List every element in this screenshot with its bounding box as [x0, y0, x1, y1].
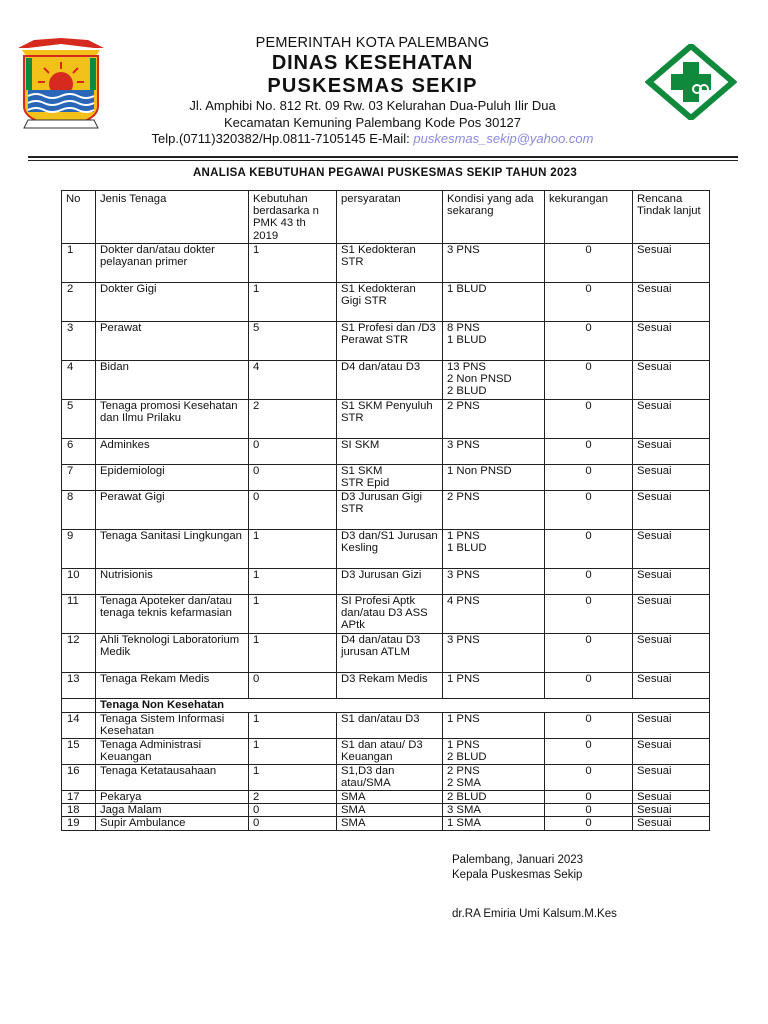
- cell-keb: 0: [249, 465, 337, 491]
- cell-jenis: Tenaga Rekam Medis: [96, 673, 249, 699]
- cell-rencana: Sesuai: [633, 283, 710, 322]
- cell-kondisi: 1 PNS 2 BLUD: [443, 739, 545, 765]
- cell-no: 10: [62, 569, 96, 595]
- cell-kurang: 0: [545, 530, 633, 569]
- cell-no: 4: [62, 361, 96, 400]
- cell-no: 19: [62, 817, 96, 830]
- table-row: [62, 569, 710, 595]
- cell-jenis: Dokter Gigi: [96, 283, 249, 322]
- cell-kurang: 0: [545, 791, 633, 804]
- email-link[interactable]: puskesmas_sekip@yahoo.com: [413, 131, 594, 146]
- cell-syarat: S1 SKM Penyuluh STR: [337, 400, 443, 439]
- cell-syarat: S1 Kedokteran Gigi STR: [337, 283, 443, 322]
- cell-no: 18: [62, 804, 96, 817]
- table-row: [62, 713, 710, 739]
- cell-kondisi: 1 BLUD: [443, 283, 545, 322]
- cell-kurang: 0: [545, 634, 633, 673]
- table-row: [62, 283, 710, 322]
- cell-keb: 1: [249, 634, 337, 673]
- table-row: [62, 400, 710, 439]
- table-row: [62, 244, 710, 283]
- cell-rencana: Sesuai: [633, 530, 710, 569]
- cell-kurang: 0: [545, 400, 633, 439]
- cell-jenis: Jaga Malam: [96, 804, 249, 817]
- table-row: [62, 791, 710, 804]
- document-title: ANALISA KEBUTUHAN PEGAWAI PUSKESMAS SEKIP TAHUN 2023: [192, 167, 578, 179]
- cell-no: 12: [62, 634, 96, 673]
- cell-jenis: Perawat: [96, 322, 249, 361]
- cell-keb: 0: [249, 491, 337, 530]
- cell-jenis: Nutrisionis: [96, 569, 249, 595]
- header-kekurangan: kekurangan: [545, 191, 633, 244]
- cell-keb: 0: [249, 439, 337, 465]
- cell-keb: 1: [249, 713, 337, 739]
- cell-kondisi: 1 PNS: [443, 673, 545, 699]
- signature-position: Kepala Puskesmas Sekip: [452, 869, 583, 881]
- cell-jenis: Supir Ambulance: [96, 817, 249, 830]
- cell-rencana: Sesuai: [633, 673, 710, 699]
- signature-block: [452, 853, 583, 883]
- header-rencana: Rencana Tindak lanjut: [633, 191, 710, 244]
- section-row: [62, 699, 710, 713]
- cell-keb: 1: [249, 530, 337, 569]
- cell-jenis: Pekarya: [96, 791, 249, 804]
- cell-rencana: Sesuai: [633, 465, 710, 491]
- cell-syarat: SMA: [337, 817, 443, 830]
- staffing-table: [61, 190, 710, 831]
- table-row: [62, 530, 710, 569]
- cell-rencana: Sesuai: [633, 634, 710, 673]
- contact-line: [110, 131, 635, 148]
- cell-kondisi: 13 PNS 2 Non PNSD 2 BLUD: [443, 361, 545, 400]
- cell-syarat: S1 Kedokteran STR: [337, 244, 443, 283]
- cell-keb: 0: [249, 673, 337, 699]
- cell-kurang: 0: [545, 713, 633, 739]
- cell-kondisi: 3 PNS: [443, 634, 545, 673]
- cell-syarat: D3 dan/S1 Jurusan Kesling: [337, 530, 443, 569]
- cell-syarat: SMA: [337, 791, 443, 804]
- cell-keb: 2: [249, 400, 337, 439]
- cell-kurang: 0: [545, 491, 633, 530]
- cell-syarat: D4 dan/atau D3 jurusan ATLM: [337, 634, 443, 673]
- header-persyaratan: persyaratan: [337, 191, 443, 244]
- cell-keb: 1: [249, 739, 337, 765]
- cell-keb: 0: [249, 817, 337, 830]
- cell-kondisi: 3 PNS: [443, 244, 545, 283]
- section-no-cell: [62, 699, 96, 713]
- cell-rencana: Sesuai: [633, 361, 710, 400]
- cell-syarat: D4 dan/atau D3: [337, 361, 443, 400]
- table-row: [62, 439, 710, 465]
- cell-jenis: Tenaga Sistem Informasi Kesehatan: [96, 713, 249, 739]
- cell-jenis: Epidemiologi: [96, 465, 249, 491]
- cell-rencana: Sesuai: [633, 491, 710, 530]
- cell-rencana: Sesuai: [633, 765, 710, 791]
- cell-kondisi: 2 BLUD: [443, 791, 545, 804]
- cell-kondisi: 2 PNS: [443, 400, 545, 439]
- cell-keb: 4: [249, 361, 337, 400]
- table-row: [62, 465, 710, 491]
- address-line-1: Jl. Amphibi No. 812 Rt. 09 Rw. 03 Kelurahan Dua-Puluh Ilir Dua: [189, 98, 556, 113]
- cell-kondisi: 3 PNS: [443, 569, 545, 595]
- cell-rencana: Sesuai: [633, 244, 710, 283]
- cell-rencana: Sesuai: [633, 804, 710, 817]
- cell-kondisi: 3 PNS: [443, 439, 545, 465]
- cell-no: 13: [62, 673, 96, 699]
- phone-text: Telp.(0711)320382/Hp.0811-7105145 E-Mail:: [151, 131, 414, 146]
- cell-jenis: Tenaga Apoteker dan/atau tenaga teknis kefarmasian: [96, 595, 249, 634]
- header-jenis-tenaga: Jenis Tenaga: [96, 191, 249, 244]
- puskesmas-logo: [645, 44, 737, 120]
- cell-rencana: Sesuai: [633, 400, 710, 439]
- cell-no: 16: [62, 765, 96, 791]
- cell-rencana: Sesuai: [633, 817, 710, 830]
- header-kebutuhan: Kebutuhan berdasarka n PMK 43 th 2019: [249, 191, 337, 244]
- cell-kurang: 0: [545, 765, 633, 791]
- cell-keb: 1: [249, 765, 337, 791]
- table-row: [62, 817, 710, 830]
- table-row: [62, 595, 710, 634]
- cell-jenis: Dokter dan/atau dokter pelayanan primer: [96, 244, 249, 283]
- cell-keb: 1: [249, 244, 337, 283]
- cell-kurang: 0: [545, 569, 633, 595]
- cell-syarat: D3 Jurusan Gizi: [337, 569, 443, 595]
- cell-kurang: 0: [545, 244, 633, 283]
- cell-syarat: S1 Profesi dan /D3 Perawat STR: [337, 322, 443, 361]
- palembang-city-logo: [14, 36, 108, 134]
- department-name: DINAS KESEHATAN: [271, 52, 474, 74]
- cell-rencana: Sesuai: [633, 739, 710, 765]
- cell-jenis: Tenaga Administrasi Keuangan: [96, 739, 249, 765]
- cell-jenis: Perawat Gigi: [96, 491, 249, 530]
- cell-keb: 1: [249, 569, 337, 595]
- cell-kurang: 0: [545, 817, 633, 830]
- cell-jenis: Tenaga promosi Kesehatan dan Ilmu Prilaku: [96, 400, 249, 439]
- cell-kondisi: 3 SMA: [443, 804, 545, 817]
- cell-kurang: 0: [545, 361, 633, 400]
- table-row: [62, 322, 710, 361]
- cell-rencana: Sesuai: [633, 569, 710, 595]
- cell-kurang: 0: [545, 595, 633, 634]
- address-line-2: Kecamatan Kemuning Palembang Kode Pos 30127: [223, 114, 522, 130]
- cell-rencana: Sesuai: [633, 713, 710, 739]
- cell-syarat: S1 dan/atau D3: [337, 713, 443, 739]
- cell-jenis: Adminkes: [96, 439, 249, 465]
- cell-no: 2: [62, 283, 96, 322]
- section-label: Tenaga Non Kesehatan: [96, 699, 710, 713]
- table-row: [62, 804, 710, 817]
- table-row: [62, 673, 710, 699]
- cell-kurang: 0: [545, 465, 633, 491]
- cell-syarat: S1 dan atau/ D3 Keuangan: [337, 739, 443, 765]
- cell-kondisi: 4 PNS: [443, 595, 545, 634]
- cell-no: 14: [62, 713, 96, 739]
- cell-no: 3: [62, 322, 96, 361]
- cell-no: 17: [62, 791, 96, 804]
- cell-rencana: Sesuai: [633, 791, 710, 804]
- cell-no: 5: [62, 400, 96, 439]
- cell-jenis: Bidan: [96, 361, 249, 400]
- cell-kondisi: 1 PNS: [443, 713, 545, 739]
- cell-rencana: Sesuai: [633, 322, 710, 361]
- organization-name: PUSKESMAS SEKIP: [267, 75, 478, 97]
- cell-syarat: D3 Jurusan Gigi STR: [337, 491, 443, 530]
- cell-kondisi: 2 PNS 2 SMA: [443, 765, 545, 791]
- cell-jenis: Tenaga Sanitasi Lingkungan: [96, 530, 249, 569]
- cell-no: 7: [62, 465, 96, 491]
- cell-keb: 0: [249, 804, 337, 817]
- cell-kondisi: 8 PNS 1 BLUD: [443, 322, 545, 361]
- cell-no: 8: [62, 491, 96, 530]
- cell-syarat: S1,D3 dan atau/SMA: [337, 765, 443, 791]
- signature-place-date: Palembang, Januari 2023: [452, 854, 584, 866]
- cell-kurang: 0: [545, 804, 633, 817]
- cell-keb: 1: [249, 283, 337, 322]
- header-rule-thin: [28, 160, 738, 161]
- cell-jenis: Ahli Teknologi Laboratorium Medik: [96, 634, 249, 673]
- cell-syarat: SI SKM: [337, 439, 443, 465]
- table-header-row: [62, 191, 710, 244]
- cell-rencana: Sesuai: [633, 439, 710, 465]
- cell-kurang: 0: [545, 283, 633, 322]
- cell-no: 9: [62, 530, 96, 569]
- table-row: [62, 739, 710, 765]
- cell-kurang: 0: [545, 439, 633, 465]
- cell-keb: 2: [249, 791, 337, 804]
- cell-syarat: SI Profesi Aptk dan/atau D3 ASS APtk: [337, 595, 443, 634]
- header-no: No: [62, 191, 96, 244]
- cell-kurang: 0: [545, 739, 633, 765]
- cell-kondisi: 1 PNS 1 BLUD: [443, 530, 545, 569]
- cell-kurang: 0: [545, 673, 633, 699]
- letterhead: [110, 34, 635, 148]
- table-row: [62, 361, 710, 400]
- cell-no: 1: [62, 244, 96, 283]
- table-row: [62, 491, 710, 530]
- cell-syarat: S1 SKM STR Epid: [337, 465, 443, 491]
- cell-keb: 5: [249, 322, 337, 361]
- table-row: [62, 634, 710, 673]
- cell-kurang: 0: [545, 322, 633, 361]
- table-row: [62, 765, 710, 791]
- cell-no: 15: [62, 739, 96, 765]
- cell-kondisi: 1 SMA: [443, 817, 545, 830]
- cell-no: 6: [62, 439, 96, 465]
- cell-syarat: D3 Rekam Medis: [337, 673, 443, 699]
- cell-kondisi: 2 PNS: [443, 491, 545, 530]
- cell-rencana: Sesuai: [633, 595, 710, 634]
- cell-jenis: Tenaga Ketatausahaan: [96, 765, 249, 791]
- signature-name: dr.RA Emiria Umi Kalsum.M.Kes: [452, 908, 617, 920]
- government-name: PEMERINTAH KOTA PALEMBANG: [255, 35, 490, 51]
- header-rule-thick: [28, 156, 738, 158]
- header-kondisi: Kondisi yang ada sekarang: [443, 191, 545, 244]
- cell-keb: 1: [249, 595, 337, 634]
- cell-no: 11: [62, 595, 96, 634]
- cell-syarat: SMA: [337, 804, 443, 817]
- cell-kondisi: 1 Non PNSD: [443, 465, 545, 491]
